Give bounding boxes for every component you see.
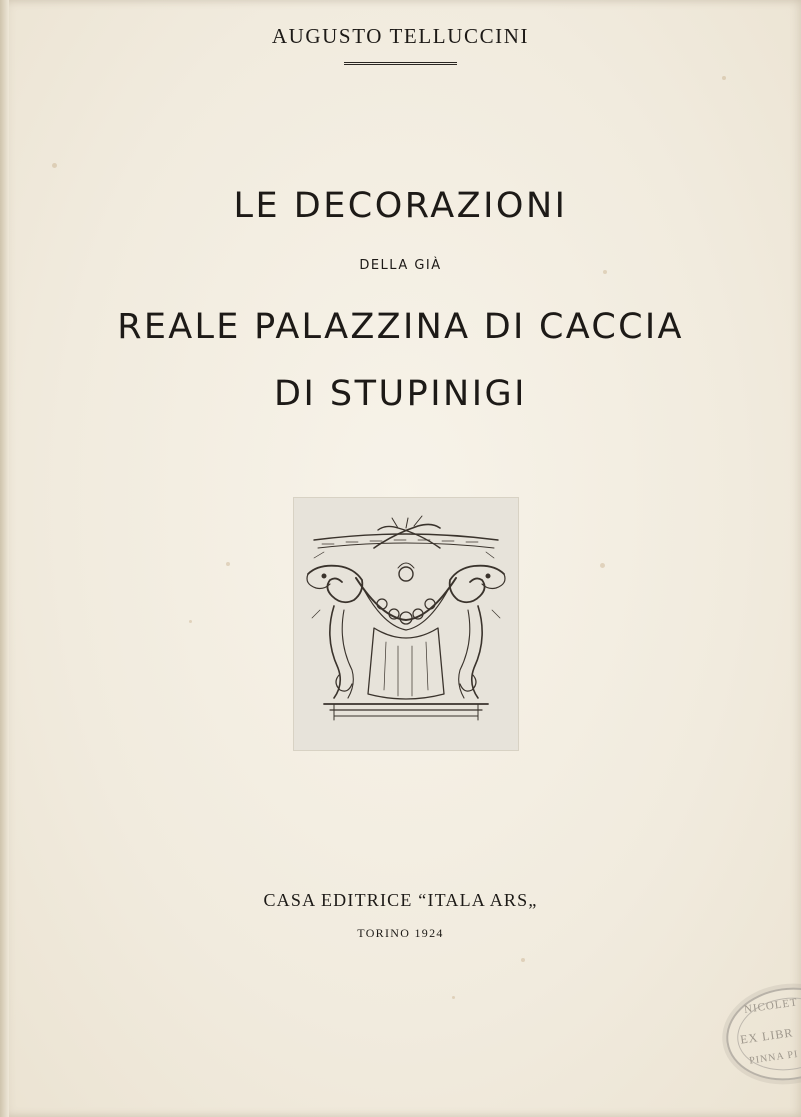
stamp-text-bottom: PINNA PI xyxy=(748,1048,800,1067)
foxing-spot xyxy=(722,76,726,80)
title-line-1: LE DECORAZIONI xyxy=(233,186,568,226)
foxing-spot xyxy=(452,996,455,999)
author-name: AUGUSTO TELLUCCINI xyxy=(271,24,530,48)
stamp-text-middle: EX LIBR xyxy=(739,1025,795,1047)
publication-place-year: TORINO 1924 xyxy=(357,926,444,940)
foxing-spot xyxy=(600,563,605,568)
foxing-spot xyxy=(226,562,230,566)
page-spine-shadow xyxy=(0,0,9,1117)
title-line-2: DELLA GIÀ xyxy=(359,258,442,273)
title-line-4: DI STUPINIGI xyxy=(274,374,527,414)
ex-libris-stamp xyxy=(720,980,801,1088)
foxing-spot xyxy=(189,620,192,623)
author-rule-divider xyxy=(344,62,457,65)
illustration-plate xyxy=(294,498,518,750)
stamp-text-top: NICOLET xyxy=(743,996,799,1016)
publisher-name: CASA EDITRICE “ITALA ARS„ xyxy=(263,890,538,910)
title-line-3: REALE PALAZZINA DI CACCIA xyxy=(117,307,684,347)
ornamental-capital-engraving-icon xyxy=(294,498,518,750)
foxing-spot xyxy=(52,163,57,168)
foxing-spot xyxy=(521,958,525,962)
